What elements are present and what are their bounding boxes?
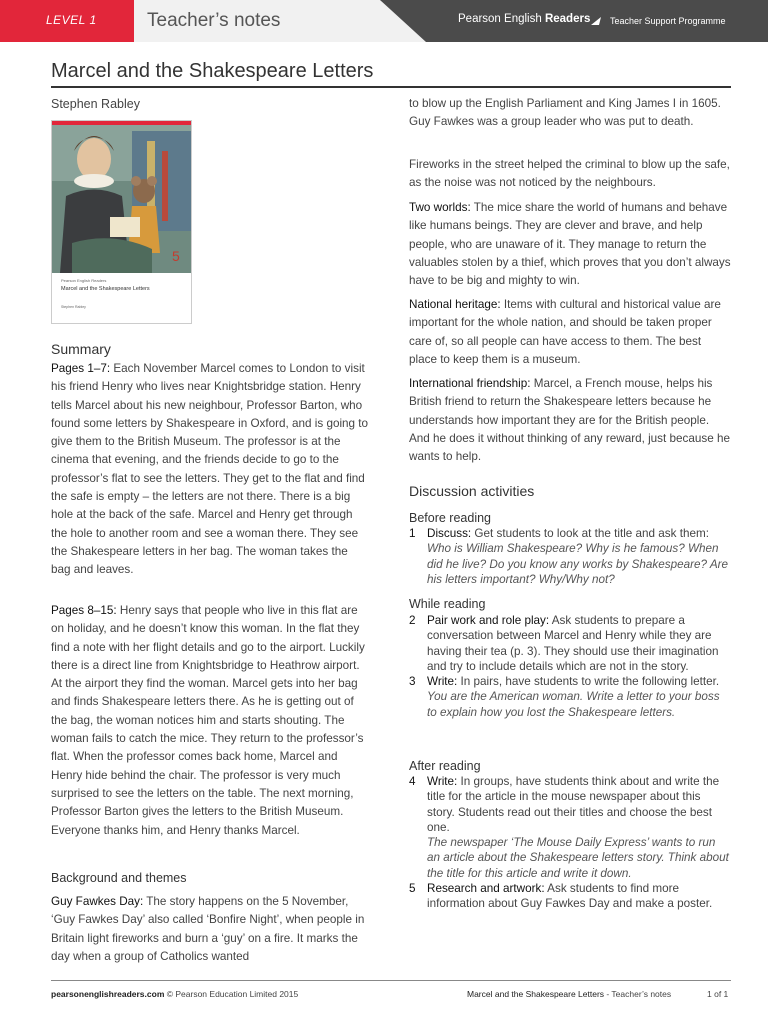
footer-page-number: 1 of 1: [707, 989, 729, 999]
background-heading: Background and themes: [51, 871, 187, 885]
before-reading-heading: Before reading: [409, 511, 492, 525]
author-name: Stephen Rabley: [51, 97, 140, 111]
while-reading-heading: While reading: [409, 597, 486, 611]
cover-series: Pearson English Readers: [61, 278, 107, 283]
programme-label: Teacher Support Programme: [610, 16, 726, 26]
two-worlds-paragraph: Two worlds: The mice share the world of humans and behave like humans beings. They are clever and brave, and help people, who are unaware of it. They manage to return the valuables stolen by a thief, which proves that you don’t always have to be big and mighty to win.: [409, 201, 731, 288]
cover-illustration: [52, 121, 191, 273]
footer-doc-title: Marcel and the Shakespeare Letters - Teacher’s notes: [467, 989, 672, 999]
activity-item-2: 2 Pair work and role play: Ask students to prepare a conversation between Marcel and Henry while they are having their tea (p. 3). They should use their imagination and try to include details which are not in the story.: [409, 614, 719, 673]
summary-paragraph-1: Pages 1–7: Each November Marcel comes to London to visit his friend Henry who lives near Knightsbridge station. Henry tells Marcel about his new neighbour, Professor Barton, who found some letters by Shakespeare in Oxford, and is going to give them to the British Museum. The professor is at the cinema that evening, and the friends decide to go to the professor’s flat to see the letters. They get to the flat and find the safe is empty – the letters are not there. There is a big hole at the back of the safe. Marcel and Henry get through the hole to another room and see a woman there. They see the Shakespeare letters in her bag. The woman takes the bag and leaves.: [51, 362, 369, 577]
title-divider: [51, 86, 731, 88]
summary-heading: Summary: [51, 341, 111, 357]
discussion-heading: Discussion activities: [409, 483, 535, 499]
after-reading-heading: After reading: [409, 759, 481, 773]
summary-paragraph-2: Pages 8–15: Henry says that people who live in this flat are on holiday, and he doesn’t know this woman. In the flat they find a note with her flight details and go to the airport. Luckily there is a direct line from Knightsbridge to Heathrow airport. At the airport they find the woman. Marcel gets into her bag and finds Shakespeare letters there. As he is getting out of the bag, the woman notices him and starts shouting. The woman fails to catch the mice. They return to the professor’s flat. When the professor comes back home, Marcel and Henry hide behind the chair. The professor is very much surprised to see the letters on the table. The next morning, Professor Barton gives the letters to the British Museum. Everyone thanks him, and Henry thanks Marcel.: [51, 604, 365, 837]
book-cover-image: [51, 120, 192, 324]
guy-fawkes-continued: to blow up the English Parliament and King James I in 1605. Guy Fawkes was a group leader who was put to death.: [409, 97, 721, 129]
pearson-logo-icon: [591, 15, 601, 25]
activity-item-5: 5 Research and artwork: Ask students to find more information about Guy Fawkes Day and make a poster.: [409, 882, 713, 911]
brand-name: Pearson English Readers: [458, 13, 591, 25]
footer-divider: [51, 980, 731, 981]
activity-item-3: 3 Write: In pairs, have students to write the following letter. You are the American woman. Write a letter to your boss to explain how you lost the Shakespeare letters.: [409, 675, 720, 719]
national-heritage-paragraph: National heritage: Items with cultural and historical value are important for the whole nation, and should be taken proper care of, so all people can have access to them. The best place to keep them is a museum.: [409, 298, 721, 366]
page-title: Marcel and the Shakespeare Letters: [51, 60, 374, 82]
cover-level-band: [52, 121, 191, 125]
guy-fawkes-paragraph: Guy Fawkes Day: The story happens on the 5 November, ‘Guy Fawkes Day’ also called ‘Bonfire Night’, when people in Britain light fireworks and burn a ‘guy’ on a fire. It marks the day when a group of Catholics wanted: [51, 895, 365, 963]
international-friendship-paragraph: International friendship: Marcel, a French mouse, helps his British friend to return the Shakespeare letters because he understands how important they are for the British people. And he does it without thinking of any reward, just because he wants to help.: [409, 377, 730, 464]
before-reading-list: [409, 526, 731, 587]
cover-title: Marcel and the Shakespeare Letters: [61, 286, 150, 292]
svg-text:5: 5: [172, 248, 180, 264]
fireworks-paragraph: Fireworks in the street helped the criminal to blow up the safe, as the noise was not noticed by the neighbours.: [409, 158, 730, 190]
activity-item-4: 4 Write: In groups, have students think about and write the title for the article in the mouse newspaper about this story. Students read out their titles and choose the best one. The newspaper ‘The Mouse Daily Express’ wants to run an article about the Shakespeare letters story. Think about the title for this article and write it down.: [409, 775, 729, 880]
footer-copyright: pearsonenglishreaders.com © Pearson Education Limited 2015: [51, 989, 299, 999]
section-label: Teacher’s notes: [147, 10, 281, 31]
activity-item-1: 1 Discuss: Get students to look at the title and ask them: Who is William Shakespeare? Why is he famous? When did he live? Do you know any works by Shakespeare? Are his letters important? Why/Why not?: [409, 527, 729, 586]
while-reading-list: [409, 613, 731, 720]
level-label: LEVEL 1: [46, 13, 97, 27]
footer-site-link[interactable]: pearsonenglishreaders.com: [51, 989, 165, 999]
cover-author: Stephen Rabley: [61, 305, 86, 309]
after-reading-list: [409, 774, 731, 912]
